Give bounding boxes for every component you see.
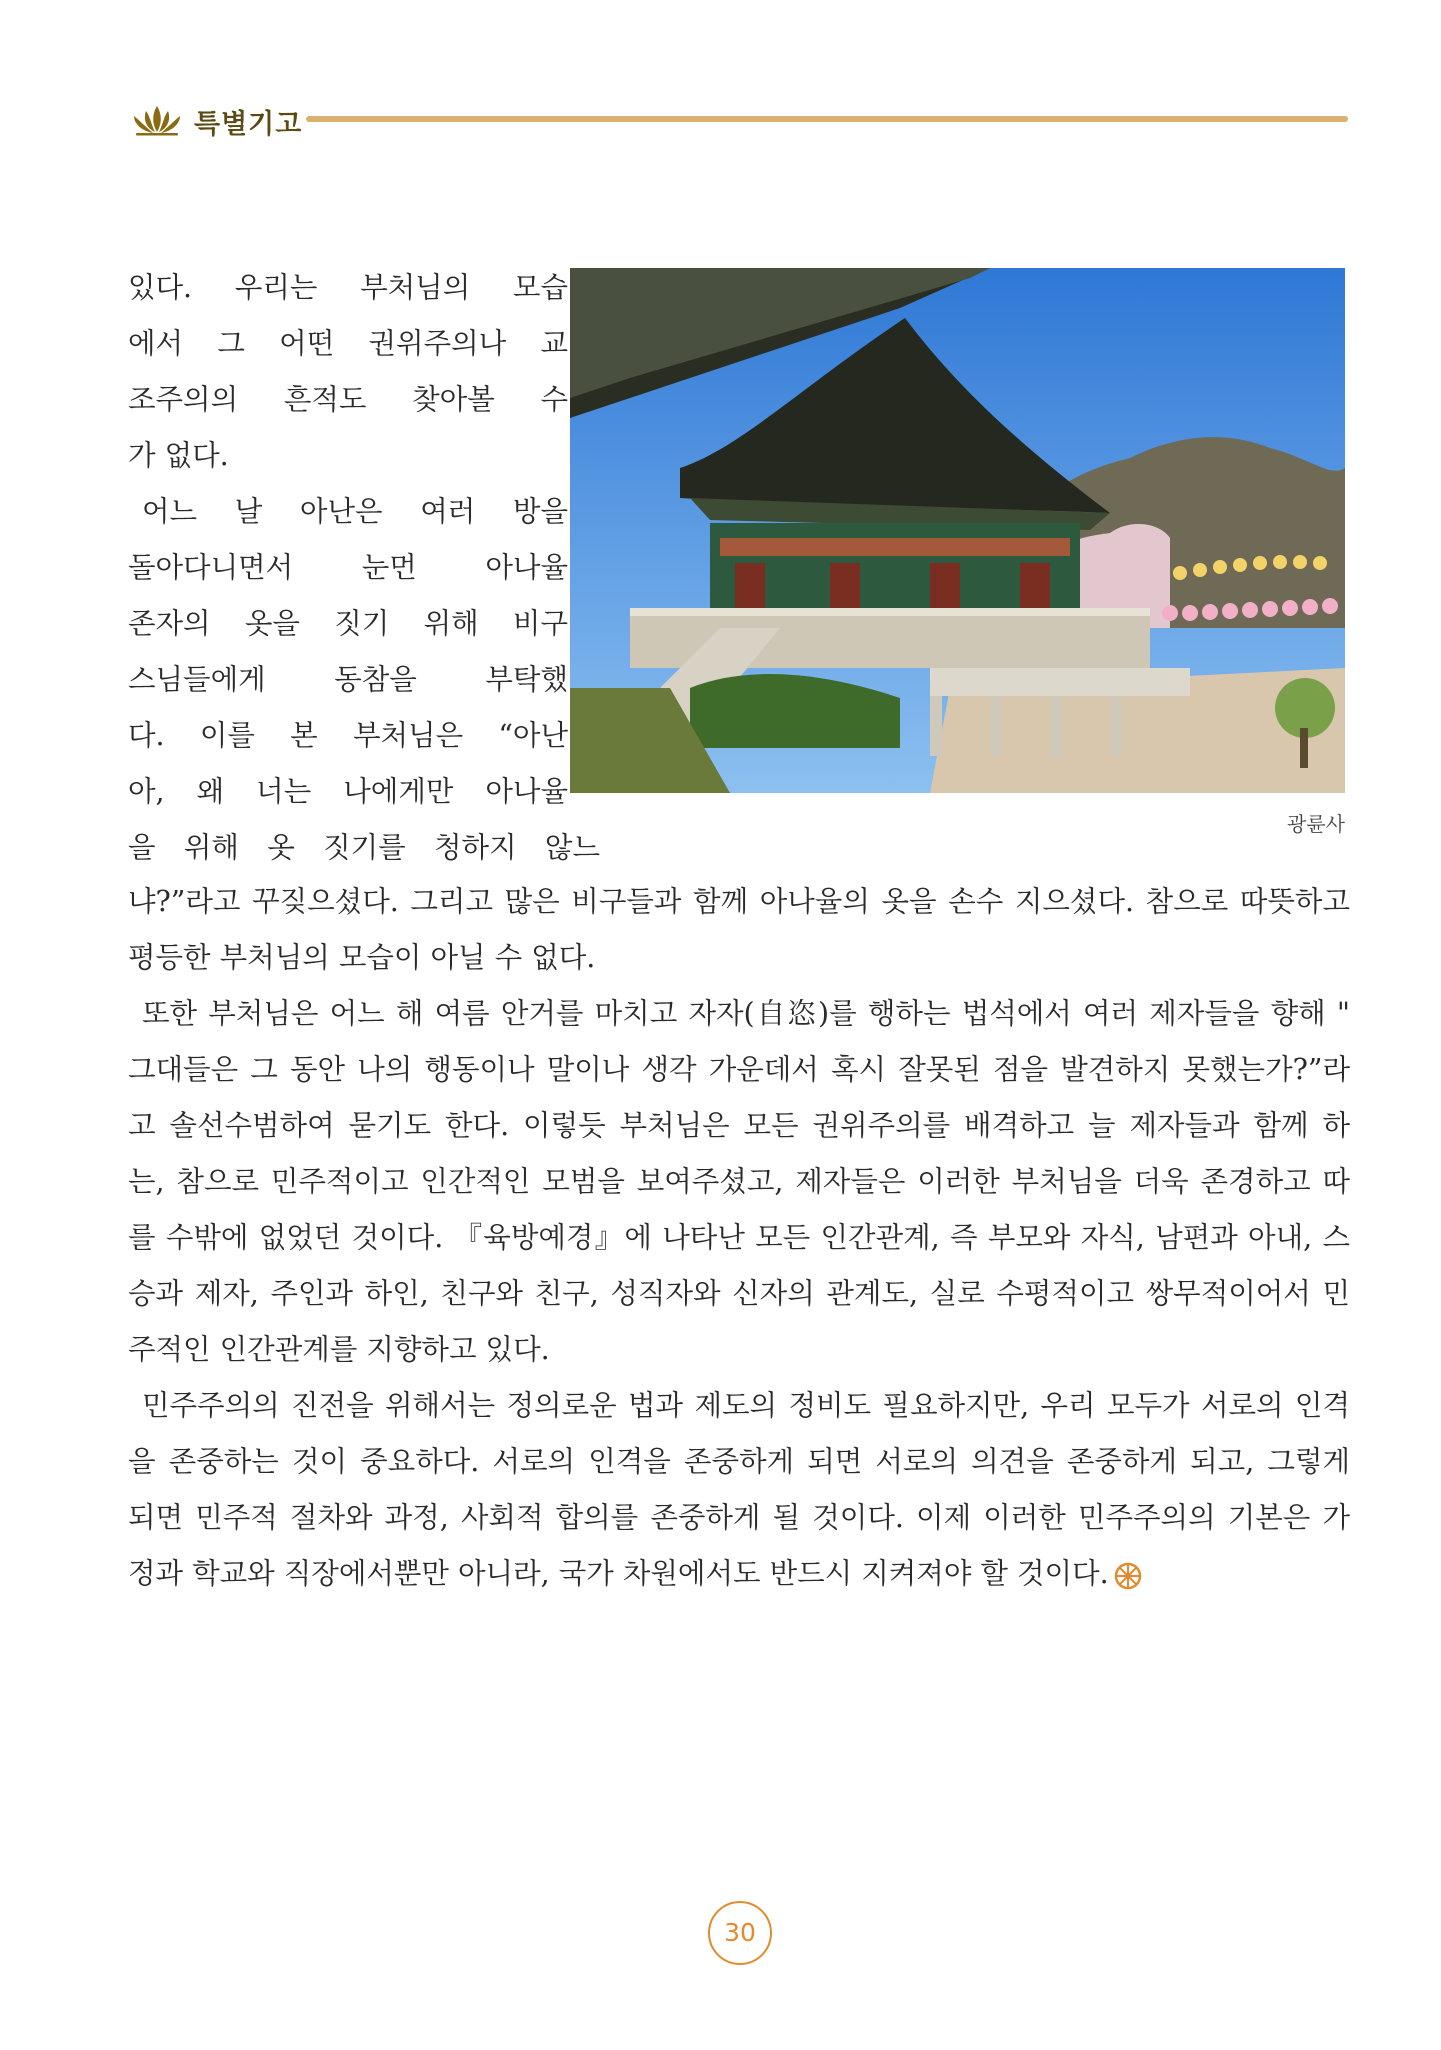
text-line: 스님들에게 동참을 부탁했: [128, 663, 568, 696]
text-line: 고 솔선수범하여 묻기도 한다. 이렇듯 부처님은 모든 권위주의를 배격하고 늘 제자들과 함께 하: [128, 1109, 1350, 1142]
text-line: 를 수밖에 없었던 것이다. 『육방예경』에 나타난 모든 인간관계, 즉 부모와 자식, 남편과 아내, 스: [128, 1221, 1350, 1254]
page-number: 30: [708, 1901, 772, 1965]
text-line: 가 없다.: [128, 439, 229, 472]
text-line: 아, 왜 너는 나에게만 아나율: [128, 775, 568, 808]
text-line: 돌아다니면서 눈먼 아나율: [128, 551, 568, 584]
text-line: 주적인 인간관계를 지향하고 있다.: [128, 1333, 550, 1366]
text-line: 어느 날 아난은 여러 방을: [142, 495, 568, 528]
text-line-last: [128, 1546, 1350, 1602]
photo-caption: 광륜사: [1287, 812, 1345, 836]
text-line: 을 위해 옷 짓기를 청하지 않느: [128, 831, 600, 864]
text-line: 그대들은 그 동안 나의 행동이나 말이나 생각 가운데서 혹시 잘못된 점을 발견하지 못했는가?”라: [128, 1053, 1350, 1086]
full-width-text: [128, 874, 1350, 1602]
text-line: 을 존중하는 것이 중요하다. 서로의 인격을 존중하게 되면 서로의 의견을 존중하게 되고, 그렇게: [128, 1445, 1350, 1478]
text-line-content: 정과 학교와 직장에서뿐만 아니라, 국가 차원에서도 반드시 지켜져야 할 것이다.: [128, 1557, 1109, 1590]
dharma-wheel-icon: [1113, 1561, 1143, 1591]
text-line: 는, 참으로 민주적이고 인간적인 모범을 보여주셨고, 제자들은 이러한 부처님을 더욱 존경하고 따: [128, 1165, 1350, 1198]
text-line: 또한 부처님은 어느 해 여름 안거를 마치고 자자(自恣)를 행하는 법석에서 여러 제자들을 향해 ": [142, 997, 1350, 1030]
text-line: 존자의 옷을 짓기 위해 비구: [128, 607, 568, 640]
temple-photo: [570, 268, 1345, 793]
left-column-text: [128, 260, 600, 876]
page-header: [128, 100, 1350, 144]
text-line: 다. 이를 본 부처님은 “아난: [128, 719, 568, 752]
text-line: 되면 민주적 절차와 과정, 사회적 합의를 존중하게 될 것이다. 이제 이러한 민주주의의 기본은 가: [128, 1501, 1350, 1534]
text-line: 민주주의의 진전을 위해서는 정의로운 법과 제도의 정비도 필요하지만, 우리 모두가 서로의 인격: [142, 1389, 1350, 1422]
text-line: 승과 제자, 주인과 하인, 친구와 친구, 성직자와 신자의 관계도, 실로 수평적이고 쌍무적이어서 민: [128, 1277, 1350, 1310]
text-line: 평등한 부처님의 모습이 아닐 수 없다.: [128, 941, 596, 974]
text-line: 냐?”라고 꾸짖으셨다. 그리고 많은 비구들과 함께 아나율의 옷을 손수 지으셨다. 참으로 따뜻하고: [128, 885, 1350, 918]
header-rule: [306, 116, 1348, 122]
text-line: 있다. 우리는 부처님의 모습: [128, 271, 568, 304]
lotus-icon: [128, 102, 186, 136]
section-label: 특별기고: [194, 109, 303, 140]
text-line: 조주의의 흔적도 찾아볼 수: [128, 383, 568, 416]
text-line: 에서 그 어떤 권위주의나 교: [128, 327, 568, 360]
